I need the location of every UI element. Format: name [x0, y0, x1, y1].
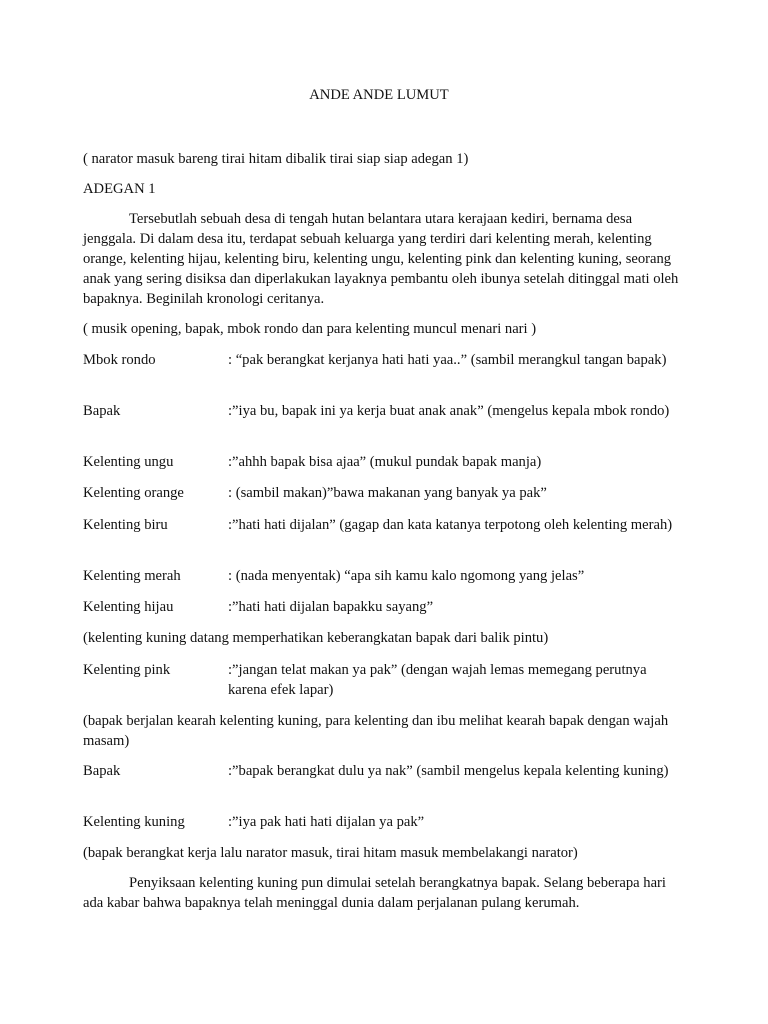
speaker-name: Mbok rondo [83, 352, 156, 368]
dialog-line: :”hati hati dijalan bapakku sayang” [228, 599, 434, 615]
speaker-name: Kelenting kuning [83, 814, 185, 830]
dialog-line: : “pak berangkat kerjanya hati hati yaa..” (sambil merangkul tangan bapak) [228, 352, 667, 368]
speaker-name: Kelenting biru [83, 517, 168, 533]
speaker-name: Kelenting pink [83, 662, 171, 678]
stage-direction-kuning: (kelenting kuning datang memperhatikan keberangkatan bapak dari balik pintu) [83, 630, 549, 646]
dialog-line: : (sambil makan)”bawa makanan yang banyak ya pak” [228, 485, 547, 501]
speaker-name: Bapak [83, 763, 121, 779]
dialog-line: :”iya pak hati hati dijalan ya pak” [228, 814, 425, 830]
stage-direction-leave: (bapak berangkat kerja lalu narator masuk, tirai hitam masuk membelakangi narator) [83, 845, 578, 861]
dialog-line: :”jangan telat makan ya pak” (dengan wajah lemas memegang perutnya karena efek lapar) [228, 662, 647, 698]
narration-paragraph-1: Tersebutlah sebuah desa di tengah hutan belantara utara kerajaan kediri, bernama desa jenggala. Di dalam desa itu, terdapat sebuah keluarga yang terdiri dari kelenting merah, kelenting orange, kelenting hijau, kelenting biru, kelenting ungu, kelenting pink dan kelenting kuning, seorang anak yang sering disiksa dan diperlakukan layaknya pembantu oleh ibunya setelah ditinggal mati oleh bapaknya. Beginilah kronologi ceritanya. [83, 211, 679, 307]
speaker-name: Kelenting hijau [83, 599, 174, 615]
dialog-line: : (nada menyentak) “apa sih kamu kalo ngomong yang jelas” [228, 568, 585, 584]
dialog-line: :”iya bu, bapak ini ya kerja buat anak anak” (mengelus kepala mbok rondo) [228, 403, 670, 419]
speaker-name: Kelenting orange [83, 485, 184, 501]
speaker-name: Kelenting merah [83, 568, 181, 584]
speaker-name: Bapak [83, 403, 121, 419]
dialog-line: :”bapak berangkat dulu ya nak” (sambil mengelus kepala kelenting kuning) [228, 763, 669, 779]
speaker-name: Kelenting ungu [83, 454, 174, 470]
scene-heading: ADEGAN 1 [83, 181, 156, 197]
stage-direction-music: ( musik opening, bapak, mbok rondo dan para kelenting muncul menari nari ) [83, 321, 537, 337]
stage-direction-walk: (bapak berjalan kearah kelenting kuning, para kelenting dan ibu melihat kearah bapak dengan wajah masam) [83, 713, 669, 749]
stage-direction-intro: ( narator masuk bareng tirai hitam dibalik tirai siap siap adegan 1) [83, 151, 469, 167]
document-title: ANDE ANDE LUMUT [309, 87, 449, 103]
dialog-line: :”hati hati dijalan” (gagap dan kata katanya terpotong oleh kelenting merah) [228, 517, 673, 533]
dialog-line: :”ahhh bapak bisa ajaa” (mukul pundak bapak manja) [228, 454, 542, 470]
narration-paragraph-2: Penyiksaan kelenting kuning pun dimulai setelah berangkatnya bapak. Selang beberapa hari ada kabar bahwa bapaknya telah meninggal dunia dalam perjalanan pulang kerumah. [83, 875, 666, 911]
